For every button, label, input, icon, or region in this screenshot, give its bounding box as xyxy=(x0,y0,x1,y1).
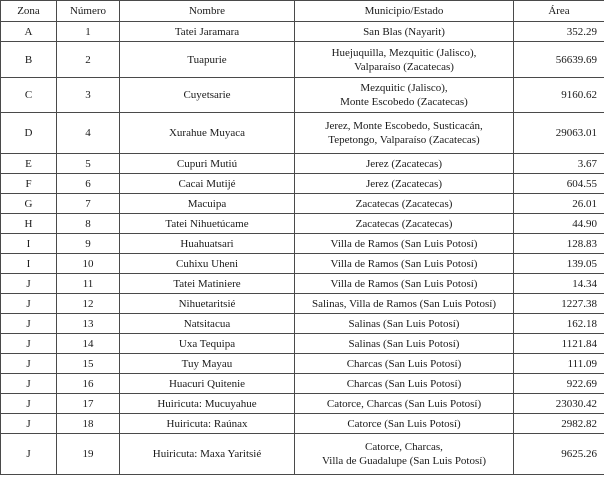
cell-nombre: Cacai Mutijé xyxy=(120,174,295,194)
municipio-line: Monte Escobedo (Zacatecas) xyxy=(340,96,468,108)
cell-numero: 16 xyxy=(57,374,120,394)
cell-nombre: Huacuri Quitenie xyxy=(120,374,295,394)
cell-municipio-estado xyxy=(295,154,514,174)
table-row xyxy=(1,274,604,294)
cell-zona: J xyxy=(1,334,57,354)
municipio-line: Jerez (Zacatecas) xyxy=(365,177,443,190)
cell-area: 14.34 xyxy=(514,274,604,294)
cell-numero: 19 xyxy=(57,434,120,475)
cell-nombre: Cupuri Mutiú xyxy=(120,154,295,174)
cell-zona: J xyxy=(1,394,57,414)
table-row xyxy=(1,154,604,174)
table-row xyxy=(1,194,604,214)
cell-area: 44.90 xyxy=(514,214,604,234)
cell-numero: 7 xyxy=(57,194,120,214)
header-numero: Número xyxy=(57,1,120,22)
cell-nombre: Cuhixu Uheni xyxy=(120,254,295,274)
cell-nombre: Huiricuta: Mucuyahue xyxy=(120,394,295,414)
municipio-line: Catorce, Charcas (San Luis Potosí) xyxy=(326,397,482,410)
cell-numero: 6 xyxy=(57,174,120,194)
cell-area: 56639.69 xyxy=(514,42,604,78)
cell-nombre: Huiricuta: Maxa Yaritsié xyxy=(120,434,295,475)
municipio-line: Charcas (San Luis Potosí) xyxy=(346,377,462,390)
cell-nombre: Macuipa xyxy=(120,194,295,214)
cell-municipio-estado xyxy=(295,374,514,394)
cell-numero: 8 xyxy=(57,214,120,234)
cell-municipio-estado xyxy=(295,434,514,475)
municipio-line: Huejuquilla, Mezquitic (Jalisco), xyxy=(331,46,477,59)
cell-area: 3.67 xyxy=(514,154,604,174)
cell-nombre: Uxa Tequipa xyxy=(120,334,295,354)
cell-municipio-estado xyxy=(295,78,514,113)
cell-nombre: Nihuetaritsié xyxy=(120,294,295,314)
cell-numero: 10 xyxy=(57,254,120,274)
cell-zona: A xyxy=(1,22,57,42)
cell-nombre: Tuapurie xyxy=(120,42,295,78)
cell-area: 2982.82 xyxy=(514,414,604,434)
cell-nombre: Tatei Nihuetúcame xyxy=(120,214,295,234)
cell-nombre: Tatei Matiniere xyxy=(120,274,295,294)
municipio-line: Mezquitic (Jalisco), xyxy=(360,82,448,94)
table-row xyxy=(1,214,604,234)
cell-zona: B xyxy=(1,42,57,78)
municipio-line: Salinas, Villa de Ramos (San Luis Potosí) xyxy=(312,297,496,310)
table-header-row xyxy=(1,1,604,22)
cell-municipio-estado xyxy=(295,194,514,214)
municipio-line: Villa de Ramos (San Luis Potosí) xyxy=(330,257,478,270)
cell-numero: 12 xyxy=(57,294,120,314)
table-row xyxy=(1,374,604,394)
cell-municipio-estado xyxy=(295,214,514,234)
cell-numero: 13 xyxy=(57,314,120,334)
cell-municipio-estado xyxy=(295,414,514,434)
header-nombre: Nombre xyxy=(120,1,295,22)
cell-numero: 14 xyxy=(57,334,120,354)
cell-numero: 18 xyxy=(57,414,120,434)
cell-area: 23030.42 xyxy=(514,394,604,414)
cell-area: 352.29 xyxy=(514,22,604,42)
cell-numero: 2 xyxy=(57,42,120,78)
cell-municipio-estado xyxy=(295,354,514,374)
table-row xyxy=(1,414,604,434)
municipio-line: Zacatecas (Zacatecas) xyxy=(355,217,453,230)
municipio-line: Catorce (San Luis Potosí) xyxy=(347,417,461,430)
table-row xyxy=(1,394,604,414)
cell-municipio-estado xyxy=(295,42,514,78)
municipio-line: Jerez (Zacatecas) xyxy=(365,157,443,170)
municipio-line: Charcas (San Luis Potosí) xyxy=(346,357,462,370)
cell-area: 9625.26 xyxy=(514,434,604,475)
municipio-line: Villa de Guadalupe (San Luis Potosí) xyxy=(321,455,486,467)
cell-area: 922.69 xyxy=(514,374,604,394)
cell-zona: I xyxy=(1,234,57,254)
cell-municipio-estado xyxy=(295,254,514,274)
cell-area: 26.01 xyxy=(514,194,604,214)
cell-zona: D xyxy=(1,113,57,154)
header-municipio-estado: Municipio/Estado xyxy=(295,1,514,22)
cell-zona: J xyxy=(1,434,57,475)
table-body xyxy=(1,22,604,475)
cell-municipio-estado xyxy=(295,113,514,154)
cell-numero: 3 xyxy=(57,78,120,113)
table-row xyxy=(1,42,604,78)
municipio-line: Salinas (San Luis Potosí) xyxy=(348,317,460,330)
table-row xyxy=(1,234,604,254)
cell-zona: G xyxy=(1,194,57,214)
cell-numero: 1 xyxy=(57,22,120,42)
cell-zona: J xyxy=(1,294,57,314)
municipio-line: Villa de Ramos (San Luis Potosí) xyxy=(330,277,478,290)
cell-nombre: Tuy Mayau xyxy=(120,354,295,374)
cell-municipio-estado xyxy=(295,234,514,254)
cell-numero: 4 xyxy=(57,113,120,154)
cell-nombre: Natsitacua xyxy=(120,314,295,334)
cell-municipio-estado xyxy=(295,274,514,294)
cell-numero: 9 xyxy=(57,234,120,254)
municipio-line: Tepetongo, Valparaíso (Zacatecas) xyxy=(328,134,480,146)
cell-area: 1227.38 xyxy=(514,294,604,314)
cell-municipio-estado xyxy=(295,294,514,314)
cell-municipio-estado xyxy=(295,22,514,42)
header-area: Área xyxy=(514,1,604,22)
municipio-line: Villa de Ramos (San Luis Potosí) xyxy=(330,237,478,250)
cell-zona: J xyxy=(1,274,57,294)
municipio-line: Catorce, Charcas, xyxy=(365,441,443,453)
table-row xyxy=(1,78,604,113)
cell-numero: 11 xyxy=(57,274,120,294)
cell-area: 128.83 xyxy=(514,234,604,254)
cell-nombre: Huiricuta: Raúnax xyxy=(120,414,295,434)
cell-area: 162.18 xyxy=(514,314,604,334)
cell-area: 29063.01 xyxy=(514,113,604,154)
cell-municipio-estado xyxy=(295,334,514,354)
cell-zona: J xyxy=(1,414,57,434)
cell-area: 1121.84 xyxy=(514,334,604,354)
table-row xyxy=(1,314,604,334)
cell-zona: J xyxy=(1,314,57,334)
municipio-line: San Blas (Nayarit) xyxy=(363,25,445,38)
cell-area: 139.05 xyxy=(514,254,604,274)
cell-zona: J xyxy=(1,354,57,374)
table-row xyxy=(1,174,604,194)
table-row xyxy=(1,22,604,42)
cell-nombre: Xurahue Muyaca xyxy=(120,113,295,154)
cell-numero: 15 xyxy=(57,354,120,374)
municipio-line: Jerez, Monte Escobedo, Susticacán, xyxy=(325,120,483,132)
cell-area: 604.55 xyxy=(514,174,604,194)
cell-municipio-estado xyxy=(295,174,514,194)
cell-area: 111.09 xyxy=(514,354,604,374)
table-row xyxy=(1,113,604,154)
table-row xyxy=(1,334,604,354)
cell-zona: F xyxy=(1,174,57,194)
cell-zona: J xyxy=(1,374,57,394)
table-row xyxy=(1,294,604,314)
table-row xyxy=(1,254,604,274)
cell-zona: H xyxy=(1,214,57,234)
municipio-line: Salinas (San Luis Potosí) xyxy=(348,337,460,350)
cell-zona: C xyxy=(1,78,57,113)
cell-nombre: Huahuatsari xyxy=(120,234,295,254)
table-row xyxy=(1,354,604,374)
header-zona: Zona xyxy=(1,1,57,22)
cell-numero: 17 xyxy=(57,394,120,414)
cell-nombre: Cuyetsarie xyxy=(120,78,295,113)
cell-area: 9160.62 xyxy=(514,78,604,113)
cell-zona: E xyxy=(1,154,57,174)
municipio-line: Zacatecas (Zacatecas) xyxy=(355,197,453,210)
table-row xyxy=(1,434,604,475)
cell-nombre: Tatei Jaramara xyxy=(120,22,295,42)
cell-municipio-estado xyxy=(295,314,514,334)
municipio-line: Valparaíso (Zacatecas) xyxy=(354,60,454,73)
cell-numero: 5 xyxy=(57,154,120,174)
cell-municipio-estado xyxy=(295,394,514,414)
cell-zona: I xyxy=(1,254,57,274)
